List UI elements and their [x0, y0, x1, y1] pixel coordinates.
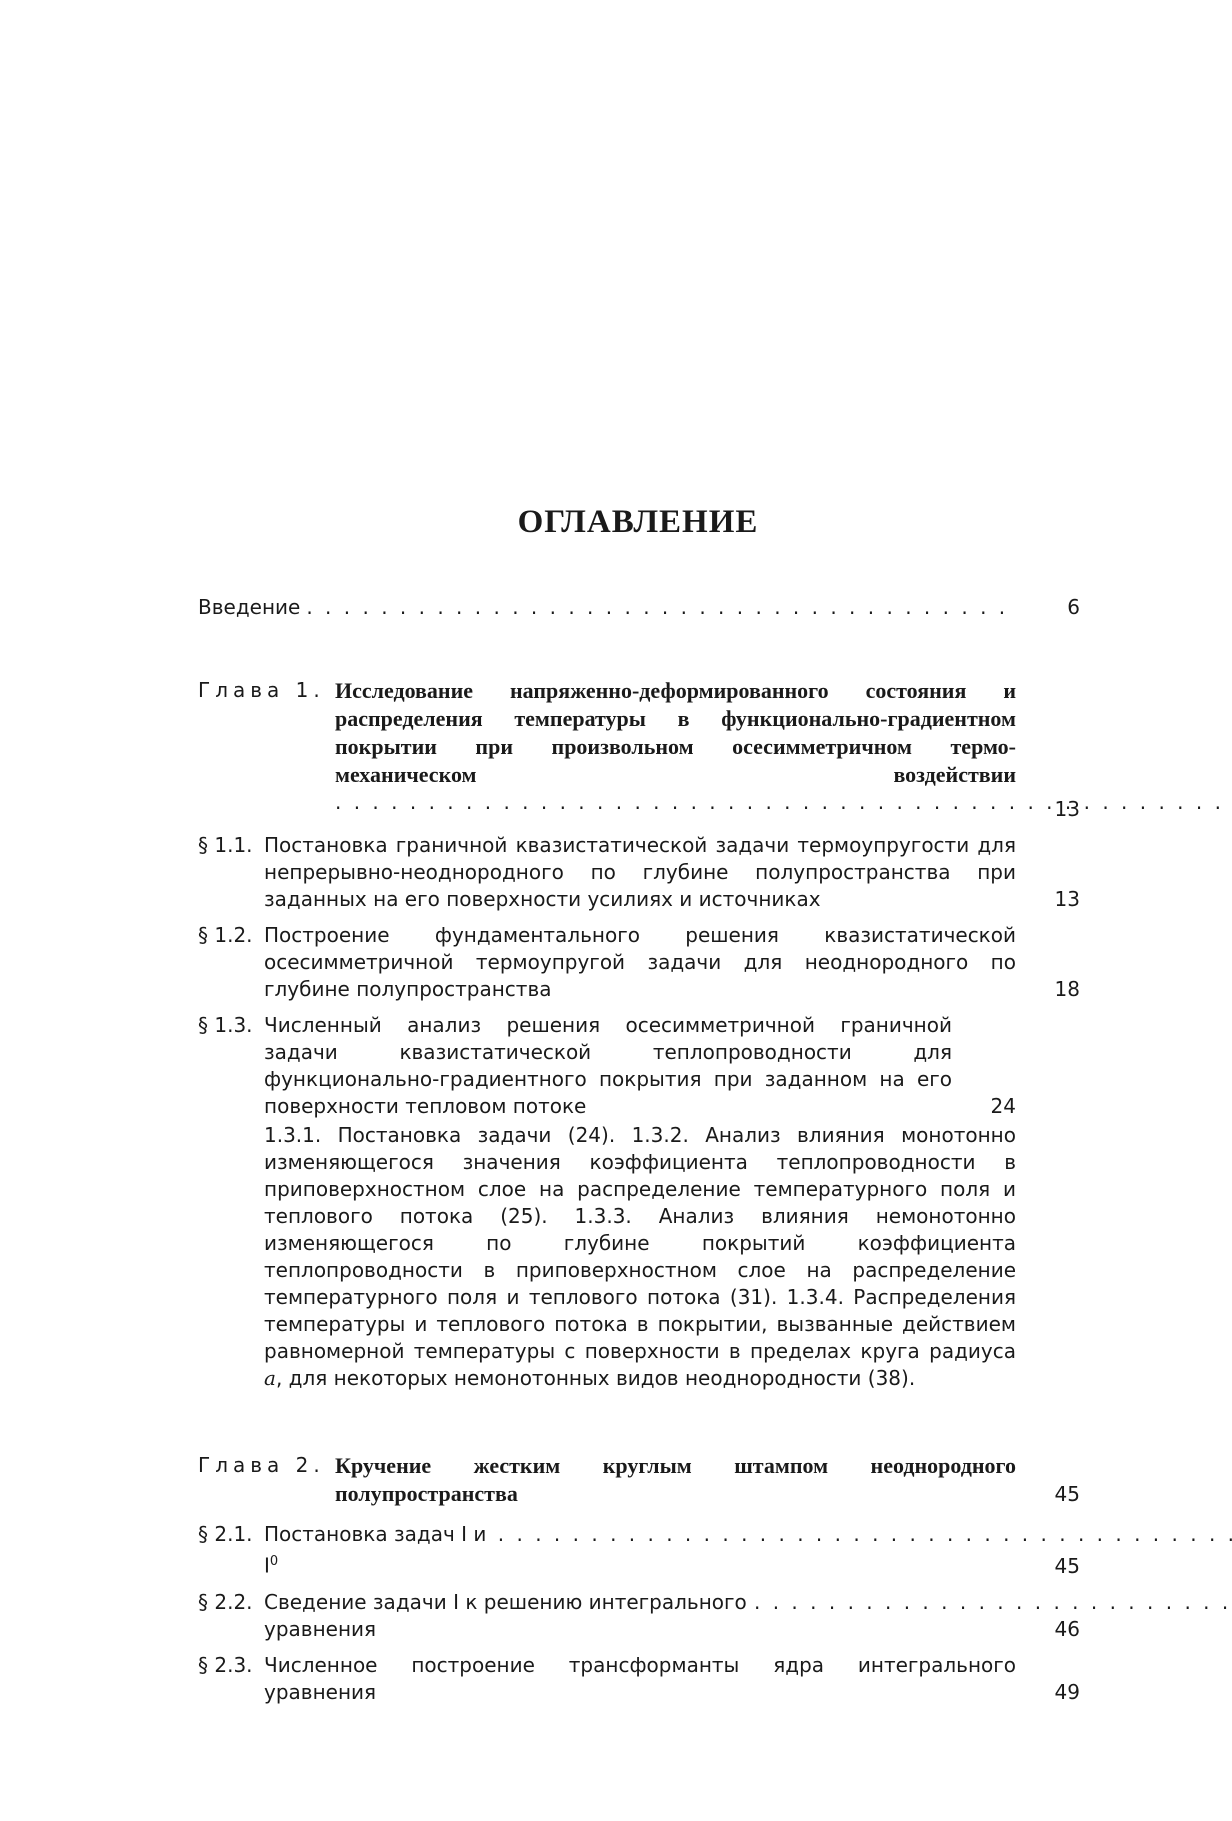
- page-number: 45: [1054, 1482, 1080, 1506]
- section-title: Постановка граничной квазистатической задачи термоупругости для непрерывно-неоднородного по глубине полупространства при заданных на его поверхности усилиях и источниках: [264, 833, 1016, 911]
- section-title: Численный анализ решения осесимметричной граничной задачи квазистатической теплопроводности для функционально-градиентного покрытия при заданном на его поверхности тепловом потоке: [264, 1013, 952, 1118]
- toc-entry-label: Введение: [198, 595, 301, 619]
- toc-entry-section-1-1[interactable]: [198, 832, 1080, 913]
- chapter-title: Кручение жестким круглым штампом неоднородного полупространства: [335, 1453, 1016, 1506]
- section-number: § 1.3.: [198, 1013, 253, 1037]
- toc-entry-section-1-3[interactable]: [198, 1012, 1080, 1392]
- section-title: Построение фундаментального решения квазистатической осесимметричной термоупругой задачи для неоднородного по глубине полупространства: [264, 923, 1016, 1001]
- page-number: 13: [1054, 797, 1080, 821]
- page-title: ОГЛАВЛЕНИЕ: [517, 504, 759, 540]
- toc-entry-chapter-1[interactable]: [198, 677, 1080, 823]
- section-title: Численное построение трансформанты ядра интегрального уравнения: [264, 1652, 1016, 1704]
- toc-entry-section-2-3[interactable]: [198, 1652, 1080, 1706]
- section-number: § 2.2.: [198, 1589, 253, 1614]
- page-number: 45: [1054, 1553, 1080, 1578]
- dot-leader: [748, 1589, 1232, 1616]
- dot-leader: [300, 594, 1016, 621]
- toc-entry-section-2-2[interactable]: [198, 1589, 1080, 1643]
- toc-entry-section-2-1[interactable]: [198, 1521, 1080, 1580]
- table-of-contents: [198, 594, 1080, 1715]
- section-number: § 1.2.: [198, 923, 253, 947]
- section-number: § 2.3.: [198, 1652, 253, 1677]
- chapter-title: Исследование напряженно-деформированного состояния и распределения температуры в функционально-градиентном покрытии при произвольном осесимметричном термо-механическом воздействии: [335, 678, 1016, 787]
- toc-entry-chapter-2[interactable]: [198, 1452, 1080, 1508]
- page-number: 6: [1067, 595, 1080, 619]
- toc-entry-section-1-2[interactable]: [198, 922, 1080, 1003]
- subsection-text: 1.3.1. Постановка задачи (24). 1.3.2. Анализ влияния монотонно изменяющегося значения коэффициента теплопроводности в приповерхностном слое на распределение температурного поля и теплового потока (25). 1.3.3. Анализ влияния немонотонно изменяющегося по глубине покрытий коэффициента теплопроводности в приповерхностном слое на распределение температурного поля и теплового потока (31). 1.3.4. Распределения температуры и теплового потока в покрытии, вызванные действием равномерной температуры с поверхности в пределах круга радиуса: [264, 1123, 1016, 1363]
- subsection-list: [198, 1122, 1016, 1392]
- section-title: Сведение задачи I к решению интегрального уравнения: [264, 1589, 747, 1641]
- section-number: § 2.1.: [198, 1522, 253, 1546]
- page-number: 49: [1054, 1679, 1080, 1704]
- page-number: 46: [1054, 1616, 1080, 1641]
- toc-entry-introduction[interactable]: [198, 594, 1080, 621]
- page-number: 18: [1054, 977, 1080, 1001]
- subsection-text-end: , для некоторых немонотонных видов неоднородности (38).: [275, 1366, 916, 1390]
- superscript: 0: [269, 1554, 279, 1569]
- section-title: Постановка задач I и I: [264, 1522, 487, 1578]
- dot-leader: [492, 1521, 1232, 1548]
- chapter-label: Глава 2.: [198, 1453, 325, 1477]
- page-number: 24: [990, 1094, 1016, 1118]
- dot-leader: [335, 789, 1232, 816]
- section-number: § 1.1.: [198, 833, 253, 857]
- page-number: 13: [1054, 887, 1080, 911]
- chapter-label: Глава 1.: [198, 678, 325, 702]
- math-symbol: a: [264, 1366, 276, 1390]
